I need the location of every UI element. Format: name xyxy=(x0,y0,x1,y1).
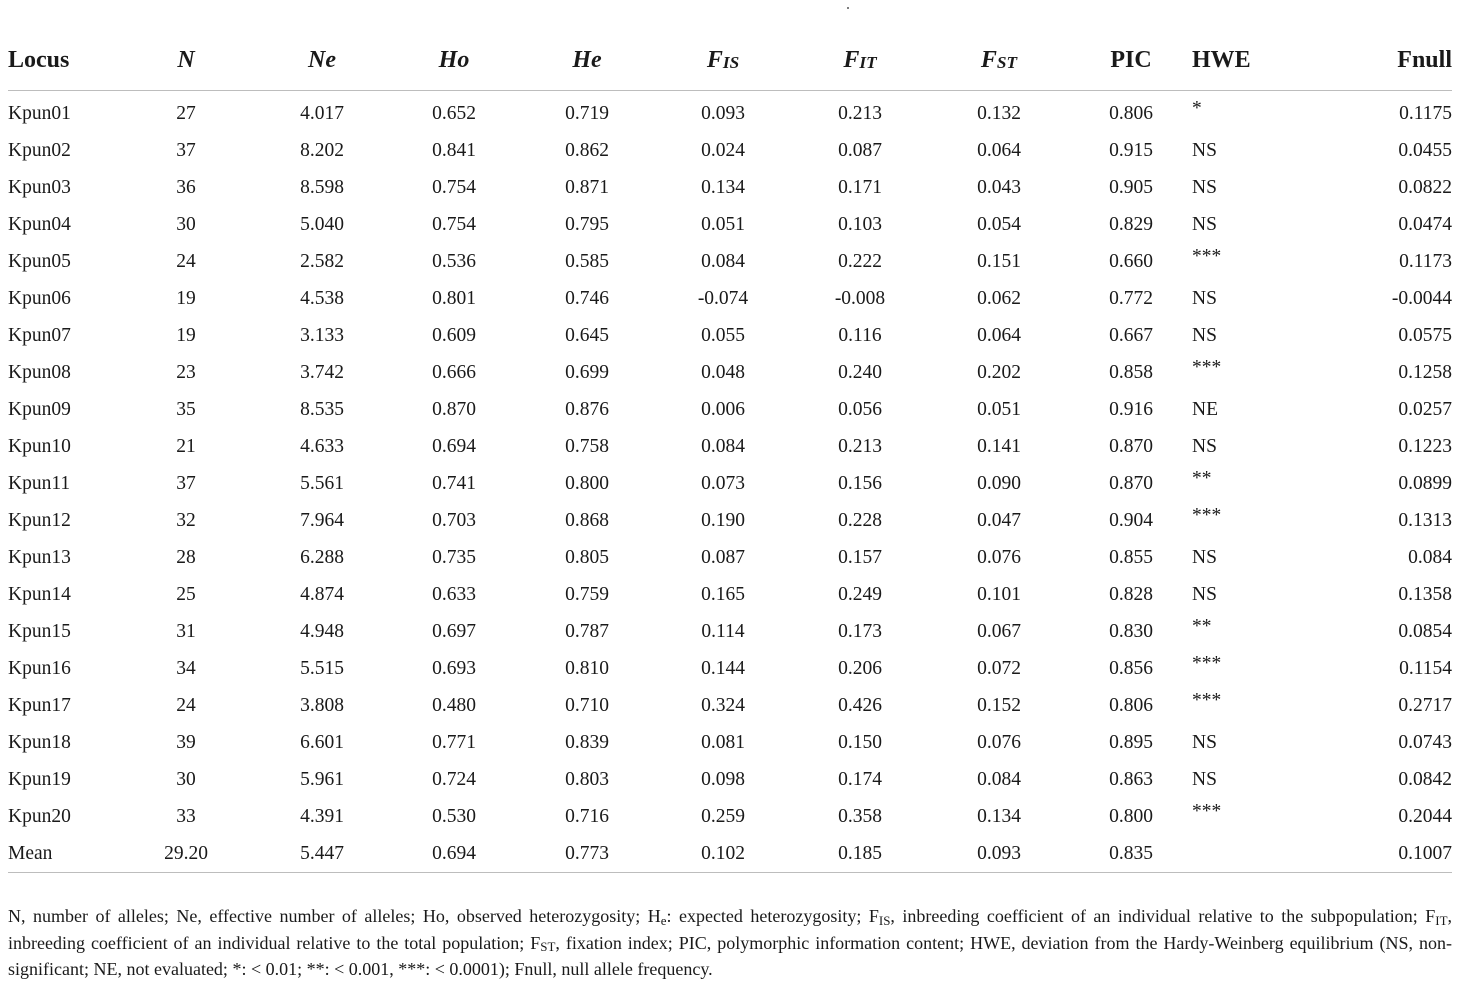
cell-ne: 5.040 xyxy=(300,213,344,235)
cell-ne: 8.202 xyxy=(300,139,344,161)
cell-locus: Kpun15 xyxy=(8,620,71,642)
cell-fnull: 0.0899 xyxy=(1398,472,1452,494)
cell-ho: 0.754 xyxy=(432,213,476,235)
cell-hwe: NS xyxy=(1192,213,1217,235)
cell-ne: 3.742 xyxy=(300,361,344,383)
col-header-ne: Ne xyxy=(256,30,388,91)
cell-ho: 0.694 xyxy=(388,835,520,873)
cell-ho: 0.633 xyxy=(432,583,476,605)
cell-fit: 0.358 xyxy=(838,805,882,827)
cell-locus: Kpun10 xyxy=(8,435,71,457)
cell-locus: Kpun20 xyxy=(8,805,71,827)
page-dot xyxy=(847,7,849,9)
col-header-hwe: HWE xyxy=(1192,30,1318,91)
cell-pic: 0.916 xyxy=(1109,398,1153,420)
cell-fis: 0.081 xyxy=(701,731,745,753)
cell-fnull: 0.0455 xyxy=(1398,139,1452,161)
cell-n: 30 xyxy=(176,213,196,235)
cell-ho: 0.741 xyxy=(432,472,476,494)
cell-fis: 0.084 xyxy=(701,250,745,272)
cell-fst: 0.054 xyxy=(977,213,1021,235)
table-row xyxy=(8,502,1452,539)
cell-fnull: 0.1173 xyxy=(1399,250,1452,272)
cell-ne: 8.598 xyxy=(300,176,344,198)
cell-fis: 0.073 xyxy=(701,472,745,494)
cell-fst: 0.072 xyxy=(977,657,1021,679)
cell-pic: 0.915 xyxy=(1109,139,1153,161)
cell-hwe: NS xyxy=(1192,731,1217,753)
cell-pic: 0.895 xyxy=(1109,731,1153,753)
cell-ne: 4.633 xyxy=(300,435,344,457)
cell-fst: 0.090 xyxy=(977,472,1021,494)
cell-he: 0.758 xyxy=(565,435,609,457)
cell-n: 29.20 xyxy=(116,835,256,873)
cell-ne: 3.133 xyxy=(300,324,344,346)
cell-pic: 0.904 xyxy=(1109,509,1153,531)
cell-n: 34 xyxy=(176,657,196,679)
cell-fis: 0.051 xyxy=(701,213,745,235)
col-header-n: N xyxy=(116,30,256,91)
table-row xyxy=(8,835,1452,873)
cell-n: 24 xyxy=(176,694,196,716)
cell-pic: 0.858 xyxy=(1109,361,1153,383)
cell-fit: 0.240 xyxy=(838,361,882,383)
cell-ho: 0.801 xyxy=(432,287,476,309)
cell-fit: 0.087 xyxy=(838,139,882,161)
cell-pic: 0.870 xyxy=(1109,472,1153,494)
cell-ho: 0.530 xyxy=(432,805,476,827)
cell-he: 0.795 xyxy=(565,213,609,235)
cell-he: 0.839 xyxy=(565,731,609,753)
cell-n: 23 xyxy=(176,361,196,383)
cell-n: 32 xyxy=(176,509,196,531)
cell-he: 0.759 xyxy=(565,583,609,605)
cell-he: 0.862 xyxy=(565,139,609,161)
cell-ne: 2.582 xyxy=(300,250,344,272)
cell-locus: Kpun13 xyxy=(8,546,71,568)
cell-ho: 0.536 xyxy=(432,250,476,272)
cell-fst: 0.093 xyxy=(928,835,1070,873)
cell-fis: 0.098 xyxy=(701,768,745,790)
cell-pic: 0.829 xyxy=(1109,213,1153,235)
cell-fis: 0.144 xyxy=(701,657,745,679)
cell-fst: 0.043 xyxy=(977,176,1021,198)
cell-he: 0.716 xyxy=(565,805,609,827)
cell-he: 0.803 xyxy=(565,768,609,790)
cell-hwe: NS xyxy=(1192,324,1217,346)
cell-fis: 0.324 xyxy=(701,694,745,716)
table-row xyxy=(8,724,1452,761)
cell-he: 0.710 xyxy=(565,694,609,716)
table-row xyxy=(8,280,1452,317)
cell-he: 0.645 xyxy=(565,324,609,346)
table-row xyxy=(8,132,1452,169)
cell-fnull: 0.0474 xyxy=(1398,213,1452,235)
cell-fis: 0.024 xyxy=(701,139,745,161)
cell-locus: Kpun03 xyxy=(8,176,71,198)
cell-fst: 0.101 xyxy=(977,583,1021,605)
cell-n: 28 xyxy=(176,546,196,568)
table-footnote: N, number of alleles; Ne, effective number of alleles; Ho, observed heterozygosity; $H_e$: expected heterozygosity; $F_{IS}$, inbreeding coefficient of an individual relative to the subpopulation; $F_{IT}$, inbreeding coefficient of an individual relative to the total population; $F_{ST}$, fixation index; PIC, polymorphic information content; HWE, deviation from the Hardy-Weinberg equilibrium (NS, non-significant; NE, not evaluated; *: < 0.01; **: < 0.001, ***: < 0.0001); Fnull, null allele frequency. xyxy=(8,906,1452,979)
cell-fis: 0.084 xyxy=(701,435,745,457)
header-row xyxy=(8,30,1452,91)
cell-fis: 0.259 xyxy=(701,805,745,827)
cell-pic: 0.835 xyxy=(1070,835,1192,873)
cell-fit: 0.228 xyxy=(838,509,882,531)
cell-hwe xyxy=(1192,835,1318,873)
cell-hwe: *** xyxy=(1192,652,1222,674)
cell-fst: 0.152 xyxy=(977,694,1021,716)
cell-ho: 0.609 xyxy=(432,324,476,346)
cell-fit: 0.174 xyxy=(838,768,882,790)
cell-fit: 0.056 xyxy=(838,398,882,420)
cell-he: 0.719 xyxy=(565,102,609,124)
col-header-fit: $F_{IT}$ xyxy=(792,30,928,91)
cell-pic: 0.828 xyxy=(1109,583,1153,605)
col-header-he: He xyxy=(520,30,654,91)
cell-locus: Kpun06 xyxy=(8,287,71,309)
cell-locus: Kpun05 xyxy=(8,250,71,272)
col-header-fis: $F_{IS}$ xyxy=(654,30,792,91)
cell-fis: 0.134 xyxy=(701,176,745,198)
cell-hwe: *** xyxy=(1192,245,1222,267)
cell-n: 35 xyxy=(176,398,196,420)
cell-fst: 0.064 xyxy=(977,139,1021,161)
table-row xyxy=(8,687,1452,724)
cell-ne: 4.538 xyxy=(300,287,344,309)
cell-n: 27 xyxy=(176,102,196,124)
cell-pic: 0.660 xyxy=(1109,250,1153,272)
cell-ne: 3.808 xyxy=(300,694,344,716)
cell-ho: 0.666 xyxy=(432,361,476,383)
cell-hwe: NS xyxy=(1192,287,1217,309)
cell-hwe: NE xyxy=(1192,398,1218,420)
table-row xyxy=(8,354,1452,391)
cell-fit: 0.249 xyxy=(838,583,882,605)
cell-fnull: 0.084 xyxy=(1408,546,1452,568)
cell-n: 19 xyxy=(176,324,196,346)
cell-he: 0.787 xyxy=(565,620,609,642)
cell-fst: 0.076 xyxy=(977,731,1021,753)
cell-he: 0.871 xyxy=(565,176,609,198)
cell-fit: 0.173 xyxy=(838,620,882,642)
locus-statistics-table xyxy=(8,30,1452,873)
cell-fit: 0.116 xyxy=(838,324,882,346)
cell-hwe: NS xyxy=(1192,139,1217,161)
cell-fst: 0.151 xyxy=(977,250,1021,272)
cell-hwe: ** xyxy=(1192,615,1212,637)
cell-locus: Kpun04 xyxy=(8,213,71,235)
cell-ho: 0.693 xyxy=(432,657,476,679)
cell-ho: 0.771 xyxy=(432,731,476,753)
cell-hwe: * xyxy=(1192,97,1202,119)
cell-fis: 0.114 xyxy=(701,620,745,642)
cell-n: 24 xyxy=(176,250,196,272)
cell-fit: 0.426 xyxy=(838,694,882,716)
cell-locus: Kpun11 xyxy=(8,472,71,494)
cell-hwe: NS xyxy=(1192,435,1217,457)
cell-n: 19 xyxy=(176,287,196,309)
cell-fit: 0.171 xyxy=(838,176,882,198)
cell-pic: 0.830 xyxy=(1109,620,1153,642)
cell-fis: -0.074 xyxy=(697,287,749,309)
col-header-fst: $F_{ST}$ xyxy=(928,30,1070,91)
cell-fnull: 0.1007 xyxy=(1318,835,1452,873)
cell-fis: 0.093 xyxy=(701,102,745,124)
cell-pic: 0.855 xyxy=(1109,546,1153,568)
table-row xyxy=(8,169,1452,206)
cell-fit: -0.008 xyxy=(834,287,886,309)
table-body xyxy=(8,91,1452,873)
cell-pic: 0.856 xyxy=(1109,657,1153,679)
cell-ho: 0.724 xyxy=(432,768,476,790)
cell-he: 0.868 xyxy=(565,509,609,531)
cell-hwe: ** xyxy=(1192,467,1212,489)
cell-fis: 0.087 xyxy=(701,546,745,568)
col-header-pic: PIC xyxy=(1070,30,1192,91)
cell-locus: Kpun17 xyxy=(8,694,71,716)
cell-ne: 8.535 xyxy=(300,398,344,420)
cell-ho: 0.870 xyxy=(432,398,476,420)
cell-fis: 0.165 xyxy=(701,583,745,605)
cell-ho: 0.754 xyxy=(432,176,476,198)
cell-fit: 0.103 xyxy=(838,213,882,235)
cell-locus: Kpun01 xyxy=(8,102,71,124)
cell-ho: 0.480 xyxy=(432,694,476,716)
cell-ne: 4.017 xyxy=(300,102,344,124)
cell-fit: 0.213 xyxy=(838,435,882,457)
cell-fnull: 0.0575 xyxy=(1398,324,1452,346)
cell-ne: 5.447 xyxy=(256,835,388,873)
cell-n: 39 xyxy=(176,731,196,753)
cell-pic: 0.772 xyxy=(1109,287,1153,309)
cell-fst: 0.202 xyxy=(977,361,1021,383)
cell-ne: 5.961 xyxy=(300,768,344,790)
cell-ne: 5.515 xyxy=(300,657,344,679)
cell-hwe: *** xyxy=(1192,504,1222,526)
cell-fnull: 0.0743 xyxy=(1398,731,1452,753)
cell-fnull: 0.0257 xyxy=(1398,398,1452,420)
cell-ho: 0.694 xyxy=(432,435,476,457)
table-row xyxy=(8,91,1452,133)
cell-ho: 0.697 xyxy=(432,620,476,642)
cell-n: 25 xyxy=(176,583,196,605)
cell-pic: 0.905 xyxy=(1109,176,1153,198)
cell-pic: 0.863 xyxy=(1109,768,1153,790)
cell-n: 31 xyxy=(176,620,196,642)
cell-locus: Kpun14 xyxy=(8,583,71,605)
cell-pic: 0.667 xyxy=(1109,324,1153,346)
cell-he: 0.800 xyxy=(565,472,609,494)
cell-locus: Kpun19 xyxy=(8,768,71,790)
cell-fst: 0.047 xyxy=(977,509,1021,531)
cell-fnull: 0.1154 xyxy=(1399,657,1452,679)
cell-fis: 0.048 xyxy=(701,361,745,383)
col-header-ho: Ho xyxy=(388,30,520,91)
cell-fst: 0.084 xyxy=(977,768,1021,790)
cell-fis: 0.190 xyxy=(701,509,745,531)
cell-fnull: 0.0842 xyxy=(1398,768,1452,790)
cell-he: 0.773 xyxy=(520,835,654,873)
cell-pic: 0.806 xyxy=(1109,694,1153,716)
cell-ho: 0.652 xyxy=(432,102,476,124)
cell-locus: Kpun08 xyxy=(8,361,71,383)
cell-hwe: *** xyxy=(1192,689,1222,711)
cell-fnull: -0.0044 xyxy=(1391,287,1452,309)
cell-ne: 6.601 xyxy=(300,731,344,753)
cell-fit: 0.157 xyxy=(838,546,882,568)
cell-fst: 0.067 xyxy=(977,620,1021,642)
cell-ho: 0.841 xyxy=(432,139,476,161)
cell-ne: 7.964 xyxy=(300,509,344,531)
cell-fit: 0.222 xyxy=(838,250,882,272)
col-header-locus: Locus xyxy=(8,30,116,91)
cell-he: 0.746 xyxy=(565,287,609,309)
col-header-fnull: Fnull xyxy=(1318,30,1452,91)
cell-locus: Mean xyxy=(8,835,116,873)
cell-he: 0.699 xyxy=(565,361,609,383)
cell-pic: 0.806 xyxy=(1109,102,1153,124)
cell-ho: 0.703 xyxy=(432,509,476,531)
cell-hwe: NS xyxy=(1192,768,1217,790)
cell-he: 0.585 xyxy=(565,250,609,272)
cell-fis: 0.102 xyxy=(654,835,792,873)
table-row xyxy=(8,539,1452,576)
cell-ne: 6.288 xyxy=(300,546,344,568)
cell-he: 0.876 xyxy=(565,398,609,420)
cell-fnull: 0.1313 xyxy=(1398,509,1452,531)
cell-hwe: *** xyxy=(1192,356,1222,378)
cell-locus: Kpun02 xyxy=(8,139,71,161)
cell-n: 37 xyxy=(176,139,196,161)
cell-fit: 0.156 xyxy=(838,472,882,494)
cell-locus: Kpun12 xyxy=(8,509,71,531)
cell-n: 21 xyxy=(176,435,196,457)
cell-n: 36 xyxy=(176,176,196,198)
cell-pic: 0.870 xyxy=(1109,435,1153,457)
cell-ne: 4.874 xyxy=(300,583,344,605)
cell-fis: 0.006 xyxy=(701,398,745,420)
cell-fnull: 0.2717 xyxy=(1398,694,1452,716)
cell-fnull: 0.2044 xyxy=(1398,805,1452,827)
cell-fst: 0.132 xyxy=(977,102,1021,124)
cell-fst: 0.064 xyxy=(977,324,1021,346)
cell-ne: 4.391 xyxy=(300,805,344,827)
cell-locus: Kpun16 xyxy=(8,657,71,679)
cell-n: 37 xyxy=(176,472,196,494)
cell-pic: 0.800 xyxy=(1109,805,1153,827)
cell-fnull: 0.1258 xyxy=(1398,361,1452,383)
cell-ne: 4.948 xyxy=(300,620,344,642)
cell-fnull: 0.1223 xyxy=(1398,435,1452,457)
table-row xyxy=(8,391,1452,428)
cell-locus: Kpun09 xyxy=(8,398,71,420)
cell-fst: 0.062 xyxy=(977,287,1021,309)
cell-locus: Kpun18 xyxy=(8,731,71,753)
cell-hwe: NS xyxy=(1192,546,1217,568)
cell-hwe: NS xyxy=(1192,583,1217,605)
cell-he: 0.805 xyxy=(565,546,609,568)
cell-fis: 0.055 xyxy=(701,324,745,346)
cell-fit: 0.206 xyxy=(838,657,882,679)
cell-fit: 0.213 xyxy=(838,102,882,124)
cell-hwe: NS xyxy=(1192,176,1217,198)
cell-hwe: *** xyxy=(1192,800,1222,822)
cell-fnull: 0.1358 xyxy=(1398,583,1452,605)
cell-fnull: 0.1175 xyxy=(1399,102,1452,124)
cell-n: 33 xyxy=(176,805,196,827)
cell-locus: Kpun07 xyxy=(8,324,71,346)
cell-fst: 0.076 xyxy=(977,546,1021,568)
cell-fit: 0.185 xyxy=(792,835,928,873)
cell-fst: 0.141 xyxy=(977,435,1021,457)
cell-he: 0.810 xyxy=(565,657,609,679)
cell-ne: 5.561 xyxy=(300,472,344,494)
cell-fst: 0.134 xyxy=(977,805,1021,827)
cell-fnull: 0.0822 xyxy=(1398,176,1452,198)
cell-fit: 0.150 xyxy=(838,731,882,753)
table-row xyxy=(8,243,1452,280)
table-row xyxy=(8,798,1452,835)
cell-fnull: 0.0854 xyxy=(1398,620,1452,642)
cell-ho: 0.735 xyxy=(432,546,476,568)
cell-n: 30 xyxy=(176,768,196,790)
cell-fst: 0.051 xyxy=(977,398,1021,420)
